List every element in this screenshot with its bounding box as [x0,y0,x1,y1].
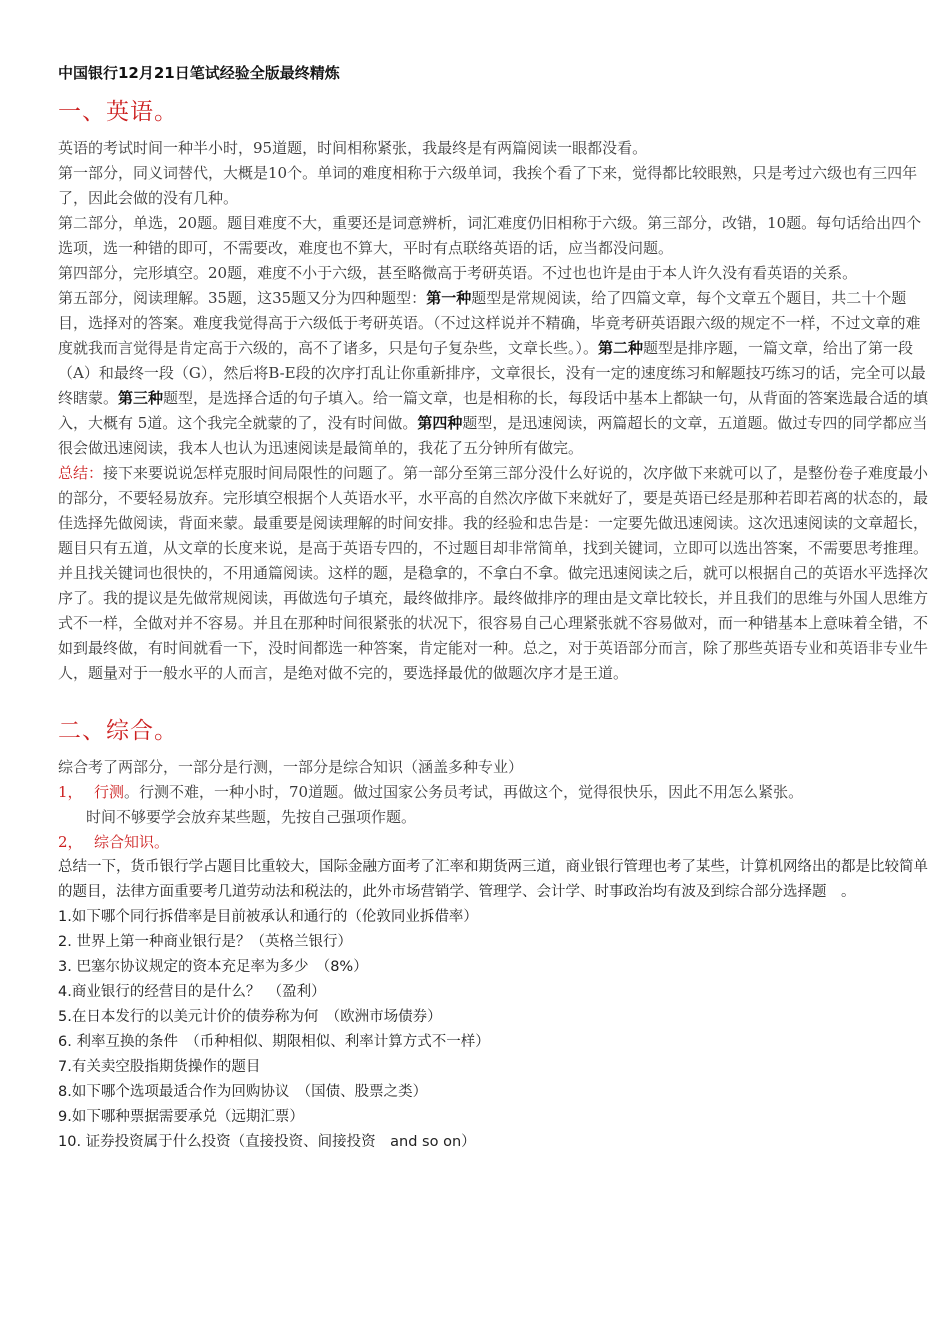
question-item: 2. 世界上第一种商业银行是？（英格兰银行） [58,934,352,950]
question-list [58,905,932,1155]
part5-type3-label: 第三种 [118,389,164,407]
question-item: 7.有关卖空股指期货操作的题目 [58,1059,261,1075]
question-item: 3. 巴塞尔协议规定的资本充足率为多少 （8%） [58,959,368,975]
paragraph-english-intro: 英语的考试时间一种半小时，95道题，时间相称紧张，我最终是有两篇阅读一眼都没看。 [58,139,648,157]
general-knowledge-label: 综合知识。 [94,833,170,851]
paragraph-comprehensive-summary: 总结一下，货币银行学占题目比重较大，国际金融方面考了汇率和期货两三道，商业银行管理也考了某些，计算机网络出的都是比较简单的题目，法律方面重要考几道劳动法和税法的，此外市场营销学、管理学、会计学、时事政治均有波及到综合部分选择题 。 [58,859,928,900]
xingce-text: 。行测不难，一种小时，70道题。做过国家公务员考试，再做这个，觉得很快乐，因此不用怎么紧张。 [124,783,804,801]
section-spacer [58,686,932,712]
question-item: 5.在日本发行的以美元计价的债券称为何 （欧洲市场债券） [58,1009,442,1025]
question-item: 8.如下哪个选项最适合作为回购协议 （国债、股票之类） [58,1084,428,1100]
part5-type1-label: 第一种 [426,289,472,307]
part5-text-d: 题型是排序题，一篇文章，给出了第一段（A）和最终一段（G），然后将B-E段的次序打乱让你重新排序，文章很长，没有一定的速度练习和解题技巧练习的话，完全可以最终瞎蒙。 [58,339,926,407]
summary-label: 总结： [58,464,104,482]
paragraph-english-part4: 第四部分，完形填空。20题，难度不小于六级，甚至略微高于考研英语。不过也也许是由于本人许久没有看英语的关系。 [58,264,858,282]
part5-text-c: 题型是常规阅读，给了四篇文章，每个文章五个题目，共二十个题目，选择对的答案。难度我觉得高于六级低于考研英语。（不过这样说并不精确，毕竟考研英语跟六级的规定不一样，不过文章的难度就我而言觉得是肯定高于六级的，高不了诸多，只是句子复杂些，文章长些。）。 [58,289,921,357]
question-item: 1.如下哪个同行拆借率是目前被承认和通行的（伦敦同业拆借率） [58,909,478,925]
paragraph-english-part2-3: 第二部分，单选，20题。题目难度不大，重要还是词意辨析，词汇难度仍旧相称于六级。第三部分，改错，10题。每句话给出四个选项，选一种错的即可，不需要改，难度也不算大，平时有点联络英语的话，应当都没问题。 [58,214,922,257]
part5-type2-label: 第二种 [598,339,644,357]
list-item-xingce-continued: 时间不够要学会放弃某些题，先按自己强项作题。 [86,808,417,826]
paragraph-english-part5 [58,286,932,461]
document-title: 中国银行12月21日笔试经验全版最终精炼 [58,64,340,82]
document-page [58,62,932,1155]
part5-text-e: 题型，是选择合适的句子填入。给一篇文章，也是相称的长，每段话中基本上都缺一句，从背面的答案选最合适的填入，大概有 5道。这个我完全就蒙的了，没有时间做。 [58,389,929,432]
list-item-general-knowledge [58,830,932,855]
question-item: 9.如下哪种票据需要承兑（远期汇票） [58,1109,304,1125]
paragraph-comprehensive-intro: 综合考了两部分，一部分是行测，一部分是综合知识（涵盖多种专业） [58,758,524,776]
section-heading-comprehensive: 二、综合。 [58,718,178,744]
list-item-number: 1， [58,783,83,801]
part5-type4-label: 第四种 [417,414,463,432]
paragraph-english-part1: 第一部分，同义词替代，大概是10个。单词的难度相称于六级单词，我挨个看了下来，觉得都比较眼熟，只是考过六级也有三四年了，因此会做的没有几种。 [58,164,918,207]
question-item: 10. 证券投资属于什么投资（直接投资、间接投资 and so on） [58,1134,476,1150]
part5-text-a: 第五部分，阅读理解。35题，这35题又分为四种题型： [58,289,427,307]
list-item-number: 2， [58,833,83,851]
paragraph-english-summary [58,461,932,686]
part5-text-f: 题型，是迅速阅读，两篇超长的文章，五道题。做过专四的同学都应当很会做迅速阅读，我本人也认为迅速阅读是最简单的，我花了五分钟所有做完。 [58,414,928,457]
question-item: 4.商业银行的经营目的是什么？ （盈利） [58,984,326,1000]
xingce-label: 行测 [94,783,125,801]
question-item: 6. 利率互换的条件 （币种相似、期限相似、利率计算方式不一样） [58,1034,490,1050]
section-heading-english: 一、英语。 [58,99,178,125]
list-item-xingce [58,780,932,805]
summary-text: 接下来要说说怎样克服时间局限性的问题了。第一部分至第三部分没什么好说的，次序做下来就可以了，是整份卷子难度最小的部分，不要轻易放弃。完形填空根据个人英语水平，水平高的自然次序做下来就好了，要是英语已经是那种若即若离的状态的，最佳选择先做阅读，背面来蒙。最重要是阅读理解的时间安排。我的经验和忠告是：一定要先做迅速阅读。这次迅速阅读的文章超长，题目只有五道，从文章的长度来说，是高于英语专四的，不过题目却非常简单，找到关键词，立即可以选出答案，不需要思考推理。并且找关键词也很快的，不用通篇阅读。这样的题，是稳拿的，不拿白不拿。做完迅速阅读之后，就可以根据自己的英语水平选择次序了。我的提议是先做常规阅读，再做选句子填充，最终做排序。最终做排序的理由是文章比较长，并且我们的思维与外国人思维方式不一样，全做对并不容易。并且在那种时间很紧张的状况下，很容易自己心理紧张就不容易做对，而一种错基本上意味着全错，不如到最终做，有时间就看一下，没时间都选一种答案，肯定能对一种。总之，对于英语部分而言，除了那些英语专业和英语非专业牛人，题量对于一般水平的人而言，是绝对做不完的，要选择最优的做题次序才是王道。 [58,464,929,682]
